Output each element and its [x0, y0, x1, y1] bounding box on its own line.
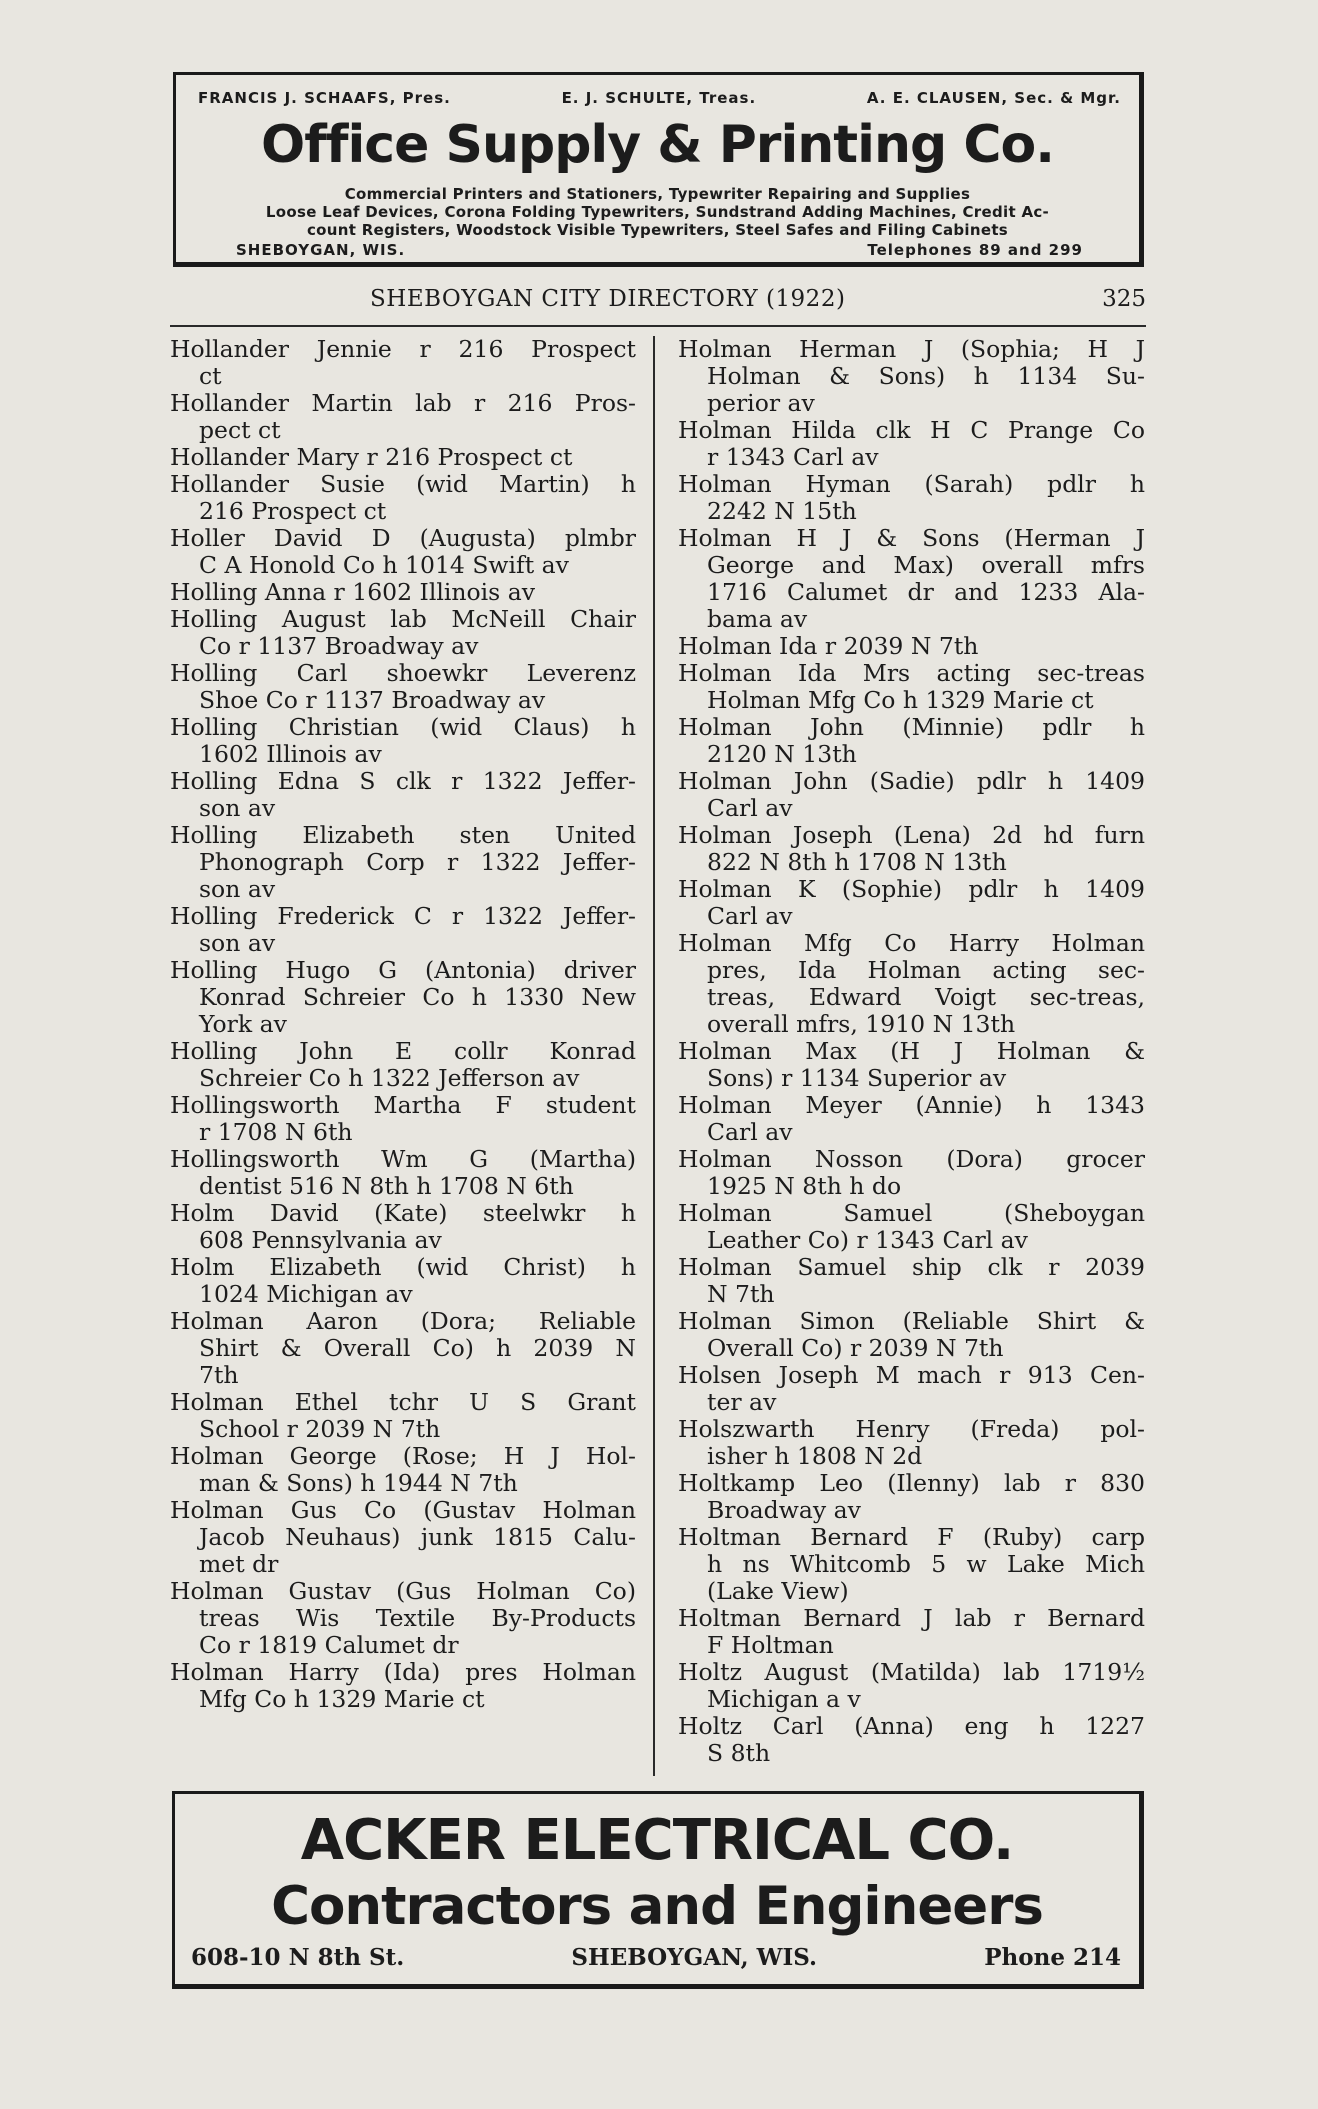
- directory-entry: [170, 957, 636, 1038]
- office-supply-advertisement: [173, 72, 1144, 267]
- entry-name-line: Holtz Carl (Anna) eng h 1227: [678, 1712, 1145, 1740]
- directory-entry: [678, 1254, 1145, 1308]
- directory-entry: [678, 1605, 1145, 1659]
- entry-name-line: Holman H J & Sons (Herman J: [678, 524, 1145, 552]
- entry-name-line: Holman Hilda clk H C Prange Co: [678, 416, 1145, 444]
- entry-name-line: Holm Elizabeth (wid Christ) h: [170, 1253, 636, 1281]
- directory-entry: [678, 417, 1145, 471]
- directory-entry: [170, 1308, 636, 1389]
- entry-continuation-line: 1716 Calumet dr and 1233 Ala-: [707, 578, 1145, 606]
- entry-name-line: Holman Simon (Reliable Shirt &: [678, 1307, 1145, 1335]
- directory-entry: [170, 714, 636, 768]
- services-line: Loose Leaf Devices, Corona Folding Typewriters, Sundstrand Adding Machines, Credit Ac-: [265, 203, 1050, 221]
- entry-continuation-line: son av: [199, 875, 276, 903]
- entry-continuation-line: son av: [199, 929, 276, 957]
- entry-name-line: Holman K (Sophie) pdlr h 1409: [678, 875, 1145, 903]
- directory-entry: [678, 876, 1145, 930]
- directory-entry: [170, 1038, 636, 1092]
- entry-continuation-line: Carl av: [707, 1118, 793, 1146]
- acker-electrical-advertisement: [172, 1791, 1144, 1989]
- entry-continuation-line: Carl av: [707, 794, 793, 822]
- left-column: [170, 336, 636, 1713]
- entry-continuation-line: Overall Co) r 2039 N 7th: [707, 1334, 1004, 1362]
- directory-entry: [678, 930, 1145, 1038]
- entry-name-line: Holman Ethel tchr U S Grant: [170, 1388, 636, 1416]
- entry-continuation-line: Sons) r 1134 Superior av: [707, 1064, 1007, 1092]
- entry-name-line: Holman Samuel ship clk r 2039: [678, 1253, 1145, 1281]
- directory-entry: [678, 1146, 1145, 1200]
- entry-continuation-line: Schreier Co h 1322 Jefferson av: [199, 1064, 580, 1092]
- directory-entry: [678, 1200, 1145, 1254]
- directory-entry: [170, 471, 636, 525]
- entry-continuation-line: overall mfrs, 1910 N 13th: [707, 1010, 1016, 1038]
- entry-name-line: Holtz August (Matilda) lab 1719½: [678, 1658, 1145, 1686]
- directory-entry: [170, 1254, 636, 1308]
- entry-continuation-line: 2242 N 15th: [707, 497, 857, 525]
- directory-entry: [170, 1659, 636, 1713]
- entry-continuation-line: ter av: [707, 1388, 777, 1416]
- directory-entry: [170, 1146, 636, 1200]
- entry-name-line: Holler David D (Augusta) plmbr: [170, 524, 636, 552]
- entry-continuation-line: Michigan a v: [707, 1685, 861, 1713]
- directory-entry: [678, 1416, 1145, 1470]
- entry-name-line: Holling Christian (wid Claus) h: [170, 713, 636, 741]
- acker-phone: Phone 214: [984, 1944, 1121, 1971]
- services-line: Commercial Printers and Stationers, Typewriter Repairing and Supplies: [344, 185, 971, 203]
- acker-city: SHEBOYGAN, WIS.: [571, 1944, 818, 1971]
- entry-continuation-line: 822 N 8th h 1708 N 13th: [707, 848, 1007, 876]
- entry-name-line: Holman Meyer (Annie) h 1343: [678, 1091, 1145, 1119]
- entry-continuation-line: isher h 1808 N 2d: [707, 1442, 923, 1470]
- directory-entry: [678, 471, 1145, 525]
- entry-continuation-line: 2120 N 13th: [707, 740, 857, 768]
- entry-continuation-line: r 1708 N 6th: [199, 1118, 353, 1146]
- directory-entry: [170, 579, 636, 606]
- entry-name-line: Holtman Bernard F (Ruby) carp: [678, 1523, 1145, 1551]
- entry-continuation-line: man & Sons) h 1944 N 7th: [199, 1469, 518, 1497]
- entry-continuation-line: r 1343 Carl av: [707, 443, 879, 471]
- entry-name-line: Holman Nosson (Dora) grocer: [678, 1145, 1145, 1173]
- entry-name-line: Holman Ida Mrs acting sec-treas: [678, 659, 1145, 687]
- entry-continuation-line: Broadway av: [707, 1496, 861, 1524]
- directory-entry: [678, 1524, 1145, 1605]
- entry-continuation-line: 608 Pennsylvania av: [199, 1226, 442, 1254]
- entry-continuation-line: Konrad Schreier Co h 1330 New: [199, 983, 636, 1011]
- officer-president: FRANCIS J. SCHAAFS, Pres.: [198, 89, 451, 107]
- directory-entry: [678, 714, 1145, 768]
- directory-entry: [678, 1362, 1145, 1416]
- directory-entry: [170, 1200, 636, 1254]
- directory-entry: [678, 1659, 1145, 1713]
- directory-title: SHEBOYGAN CITY DIRECTORY (1922): [370, 286, 846, 312]
- entry-continuation-line: Mfg Co h 1329 Marie ct: [199, 1685, 485, 1713]
- entry-continuation-line: (Lake View): [707, 1577, 849, 1605]
- directory-entry: [678, 822, 1145, 876]
- directory-entry: [170, 336, 636, 390]
- directory-entry: [678, 336, 1145, 417]
- entry-continuation-line: 1925 N 8th h do: [707, 1172, 902, 1200]
- acker-company-name: ACKER ELECTRICAL CO.: [300, 1808, 1014, 1873]
- entry-continuation-line: Holman Mfg Co h 1329 Marie ct: [707, 686, 1094, 714]
- entry-continuation-line: perior av: [707, 389, 815, 417]
- company-name: Office Supply & Printing Co.: [261, 115, 1054, 175]
- entry-continuation-line: 1024 Michigan av: [199, 1280, 413, 1308]
- entry-name-line: Holman Max (H J Holman &: [678, 1037, 1145, 1065]
- entry-continuation-line: N 7th: [707, 1280, 775, 1308]
- entry-name-line: Holling Elizabeth sten United: [170, 821, 636, 849]
- entry-name-line: Holman Samuel (Sheboygan: [678, 1199, 1145, 1227]
- entry-continuation-line: Leather Co) r 1343 Carl av: [707, 1226, 1028, 1254]
- directory-entry: [170, 1497, 636, 1578]
- entry-name-line: Holling Anna r 1602 Illinois av: [170, 578, 535, 606]
- entry-name-line: Holman John (Sadie) pdlr h 1409: [678, 767, 1145, 795]
- entry-continuation-line: 1602 Illinois av: [199, 740, 382, 768]
- entry-name-line: Holman Ida r 2039 N 7th: [678, 632, 979, 660]
- services-line: count Registers, Woodstock Visible Typewriters, Steel Safes and Filing Cabinets: [306, 221, 1009, 239]
- entry-name-line: Holling John E collr Konrad: [170, 1037, 636, 1065]
- entry-name-line: Holman Gus Co (Gustav Holman: [170, 1496, 636, 1524]
- entry-continuation-line: treas, Edward Voigt sec-treas,: [707, 983, 1145, 1011]
- entry-name-line: Holling Carl shoewkr Leverenz: [170, 659, 636, 687]
- page-number: 325: [1102, 286, 1146, 312]
- entry-name-line: Holszwarth Henry (Freda) pol-: [678, 1415, 1145, 1443]
- entry-name-line: Holman Mfg Co Harry Holman: [678, 929, 1145, 957]
- directory-entry: [170, 1578, 636, 1659]
- entry-name-line: Hollander Mary r 216 Prospect ct: [170, 443, 573, 471]
- city-label: SHEBOYGAN, WIS.: [236, 241, 406, 259]
- entry-name-line: Hollander Susie (wid Martin) h: [170, 470, 636, 498]
- entry-continuation-line: dentist 516 N 8th h 1708 N 6th: [199, 1172, 574, 1200]
- header-rule: [170, 325, 1146, 327]
- entry-name-line: Holling Edna S clk r 1322 Jeffer-: [170, 767, 636, 795]
- entry-name-line: Holling August lab McNeill Chair: [170, 605, 636, 633]
- entry-continuation-line: School r 2039 N 7th: [199, 1415, 441, 1443]
- entry-continuation-line: Phonograph Corp r 1322 Jeffer-: [199, 848, 636, 876]
- directory-entry: [678, 1713, 1145, 1767]
- entry-continuation-line: pres, Ida Holman acting sec-: [707, 956, 1145, 984]
- entry-continuation-line: S 8th: [707, 1739, 771, 1767]
- entry-name-line: Holman John (Minnie) pdlr h: [678, 713, 1145, 741]
- entry-continuation-line: bama av: [707, 605, 808, 633]
- entry-name-line: Holman George (Rose; H J Hol-: [170, 1442, 636, 1470]
- entry-continuation-line: Holman & Sons) h 1134 Su-: [707, 362, 1145, 390]
- directory-entry: [170, 1092, 636, 1146]
- entry-name-line: Hollander Martin lab r 216 Pros-: [170, 389, 636, 417]
- address-row: [236, 241, 1083, 259]
- directory-entry: [678, 768, 1145, 822]
- entry-name-line: Holman Gustav (Gus Holman Co): [170, 1577, 636, 1605]
- services-list: [190, 185, 1125, 239]
- acker-address: 608-10 N 8th St.: [191, 1944, 405, 1971]
- directory-entry: [170, 606, 636, 660]
- entry-continuation-line: Jacob Neuhaus) junk 1815 Calu-: [199, 1523, 636, 1551]
- directory-entry: [678, 1092, 1145, 1146]
- entry-name-line: Holtman Bernard J lab r Bernard: [678, 1604, 1145, 1632]
- entry-continuation-line: Co r 1819 Calumet dr: [199, 1631, 459, 1659]
- directory-entry: [170, 660, 636, 714]
- entry-name-line: Holsen Joseph M mach r 913 Cen-: [678, 1361, 1145, 1389]
- directory-entry: [170, 1443, 636, 1497]
- entry-continuation-line: Shirt & Overall Co) h 2039 N: [199, 1334, 636, 1362]
- directory-entry: [170, 525, 636, 579]
- column-divider: [653, 336, 655, 1776]
- directory-entry: [678, 633, 1145, 660]
- directory-entry: [678, 660, 1145, 714]
- entry-continuation-line: h ns Whitcomb 5 w Lake Mich: [707, 1550, 1145, 1578]
- entry-continuation-line: treas Wis Textile By-Products: [199, 1604, 636, 1632]
- entry-name-line: Holman Joseph (Lena) 2d hd furn: [678, 821, 1145, 849]
- officer-secretary: A. E. CLAUSEN, Sec. & Mgr.: [866, 89, 1121, 107]
- officers-line: [198, 89, 1121, 107]
- acker-contact-row: [191, 1944, 1121, 1971]
- entry-name-line: Hollingsworth Martha F student: [170, 1091, 636, 1119]
- entry-name-line: Holman Hyman (Sarah) pdlr h: [678, 470, 1145, 498]
- telephones-label: Telephones 89 and 299: [867, 241, 1083, 259]
- entry-continuation-line: Co r 1137 Broadway av: [199, 632, 479, 660]
- entry-continuation-line: York av: [199, 1010, 287, 1038]
- directory-entry: [678, 1470, 1145, 1524]
- directory-entry: [170, 768, 636, 822]
- acker-tagline: Contractors and Engineers: [271, 1876, 1043, 1937]
- entry-continuation-line: pect ct: [199, 416, 281, 444]
- entry-name-line: Holman Aaron (Dora; Reliable: [170, 1307, 636, 1335]
- entry-name-line: Holtkamp Leo (Ilenny) lab r 830: [678, 1469, 1145, 1497]
- entry-continuation-line: Shoe Co r 1137 Broadway av: [199, 686, 546, 714]
- entry-continuation-line: met dr: [199, 1550, 279, 1578]
- directory-entry: [170, 390, 636, 444]
- entry-continuation-line: ct: [199, 362, 222, 390]
- right-column: [678, 336, 1145, 1767]
- entry-continuation-line: George and Max) overall mfrs: [707, 551, 1145, 579]
- entry-continuation-line: son av: [199, 794, 276, 822]
- entry-continuation-line: Carl av: [707, 902, 793, 930]
- directory-entry: [170, 1389, 636, 1443]
- entry-name-line: Hollander Jennie r 216 Prospect: [170, 335, 636, 363]
- entry-name-line: Holm David (Kate) steelwkr h: [170, 1199, 636, 1227]
- entry-name-line: Hollingsworth Wm G (Martha): [170, 1145, 636, 1173]
- directory-entry: [170, 822, 636, 903]
- entry-continuation-line: F Holtman: [707, 1631, 834, 1659]
- directory-entry: [170, 444, 636, 471]
- officer-treasurer: E. J. SCHULTE, Treas.: [561, 89, 757, 107]
- directory-entry: [678, 1038, 1145, 1092]
- entry-name-line: Holling Frederick C r 1322 Jeffer-: [170, 902, 636, 930]
- directory-entry: [678, 1308, 1145, 1362]
- entry-continuation-line: C A Honold Co h 1014 Swift av: [199, 551, 569, 579]
- entry-name-line: Holman Harry (Ida) pres Holman: [170, 1658, 636, 1686]
- entry-name-line: Holling Hugo G (Antonia) driver: [170, 956, 636, 984]
- entry-continuation-line: 7th: [199, 1361, 239, 1389]
- directory-entry: [170, 903, 636, 957]
- entry-name-line: Holman Herman J (Sophia; H J: [678, 335, 1145, 363]
- entry-continuation-line: 216 Prospect ct: [199, 497, 387, 525]
- directory-entry: [678, 525, 1145, 633]
